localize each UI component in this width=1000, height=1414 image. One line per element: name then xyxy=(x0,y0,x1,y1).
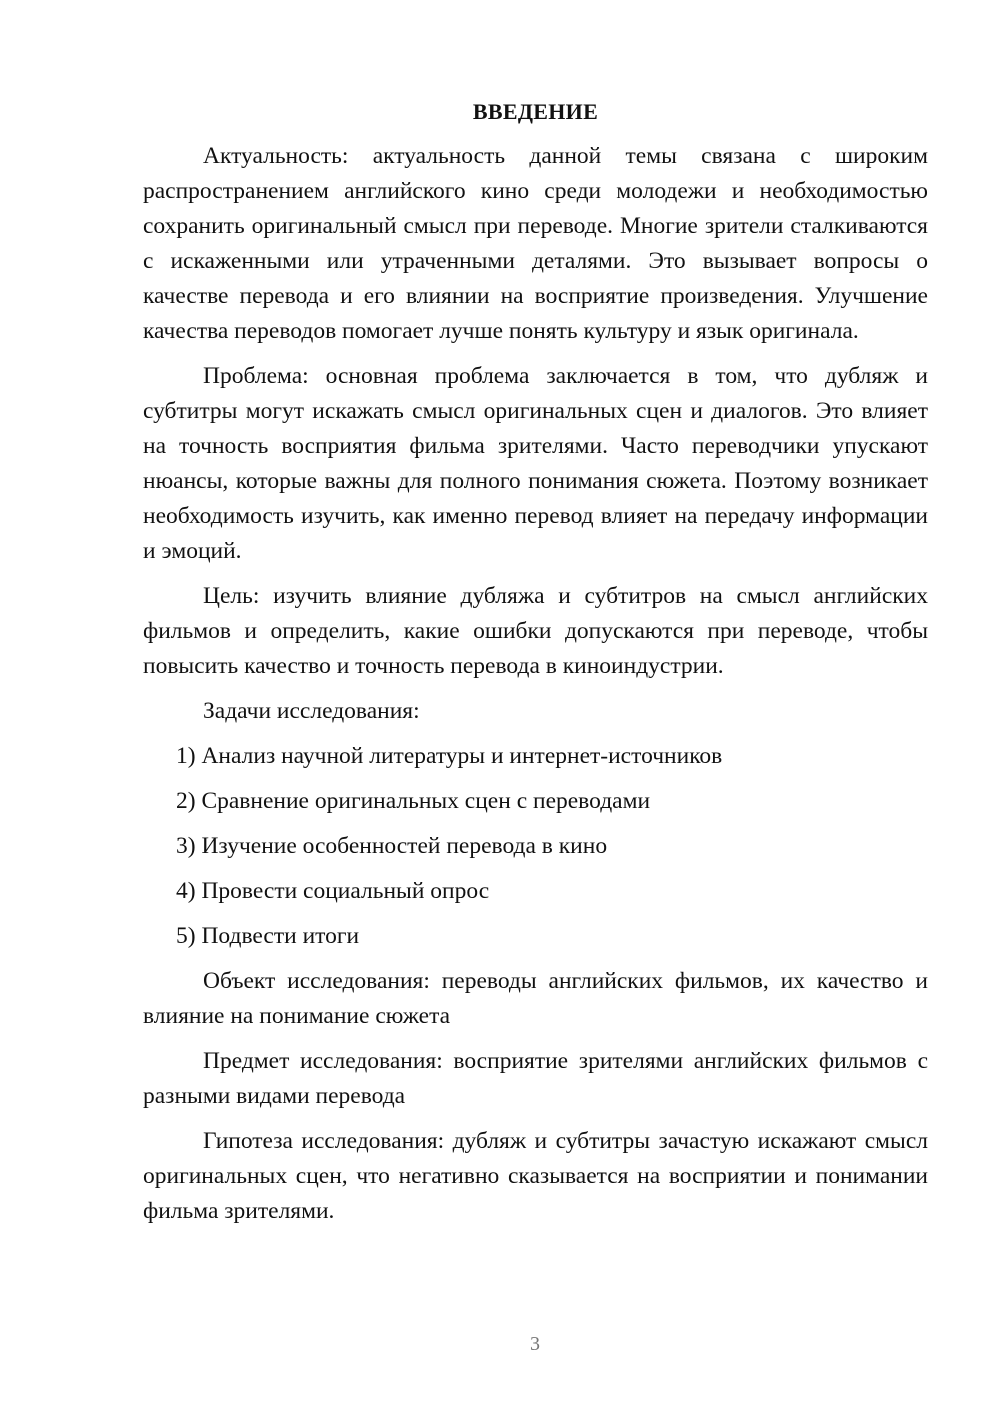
list-item: 2) Сравнение оригинальных сцен с переводами xyxy=(176,788,651,814)
list-item: 5) Подвести итоги xyxy=(176,923,360,949)
paragraph-relevance: Актуальность: актуальность данной темы связана с широким распространением английского кино среди молодежи и необходимостью сохранить оригинальный смысл при переводе. Многие зрители сталкиваются с искаженными или утраченными деталями. Это вызывает вопросы о качестве перевода и его влиянии на восприятие произведения. Улучшение качества переводов помогает лучше понять культуру и язык оригинала. xyxy=(143,143,928,344)
list-item: 3) Изучение особенностей перевода в кино xyxy=(176,833,608,859)
tasks-heading: Задачи исследования: xyxy=(203,698,420,724)
paragraph-hypothesis: Гипотеза исследования: дубляж и субтитры зачастую искажают смысл оригинальных сцен, что негативно сказывается на восприятии и понимании фильма зрителями. xyxy=(143,1128,928,1224)
paragraph-problem: Проблема: основная проблема заключается в том, что дубляж и субтитры могут искажать смысл оригинальных сцен и диалогов. Это влияет на точность восприятия фильма зрителями. Часто переводчики упускают нюансы, которые важны для полного понимания сюжета. Поэтому возникает необходимость изучить, как именно перевод влияет на передачу информации и эмоций. xyxy=(143,363,928,564)
paragraph-goal: Цель: изучить влияние дубляжа и субтитров на смысл английских фильмов и определить, какие ошибки допускаются при переводе, чтобы повысить качество и точность перевода в киноиндустрии. xyxy=(143,583,928,679)
paragraph-object: Объект исследования: переводы английских фильмов, их качество и влияние на понимание сюжета xyxy=(143,968,928,1029)
page-number: 3 xyxy=(530,1333,540,1355)
task-list xyxy=(143,739,928,954)
page-title: ВВЕДЕНИЕ xyxy=(472,99,599,124)
list-item: 4) Провести социальный опрос xyxy=(176,878,490,904)
paragraph-subject: Предмет исследования: восприятие зрителями английских фильмов с разными видами перевода xyxy=(143,1048,928,1109)
list-item: 1) Анализ научной литературы и интернет-источников xyxy=(176,743,723,769)
page-content xyxy=(143,94,928,1239)
